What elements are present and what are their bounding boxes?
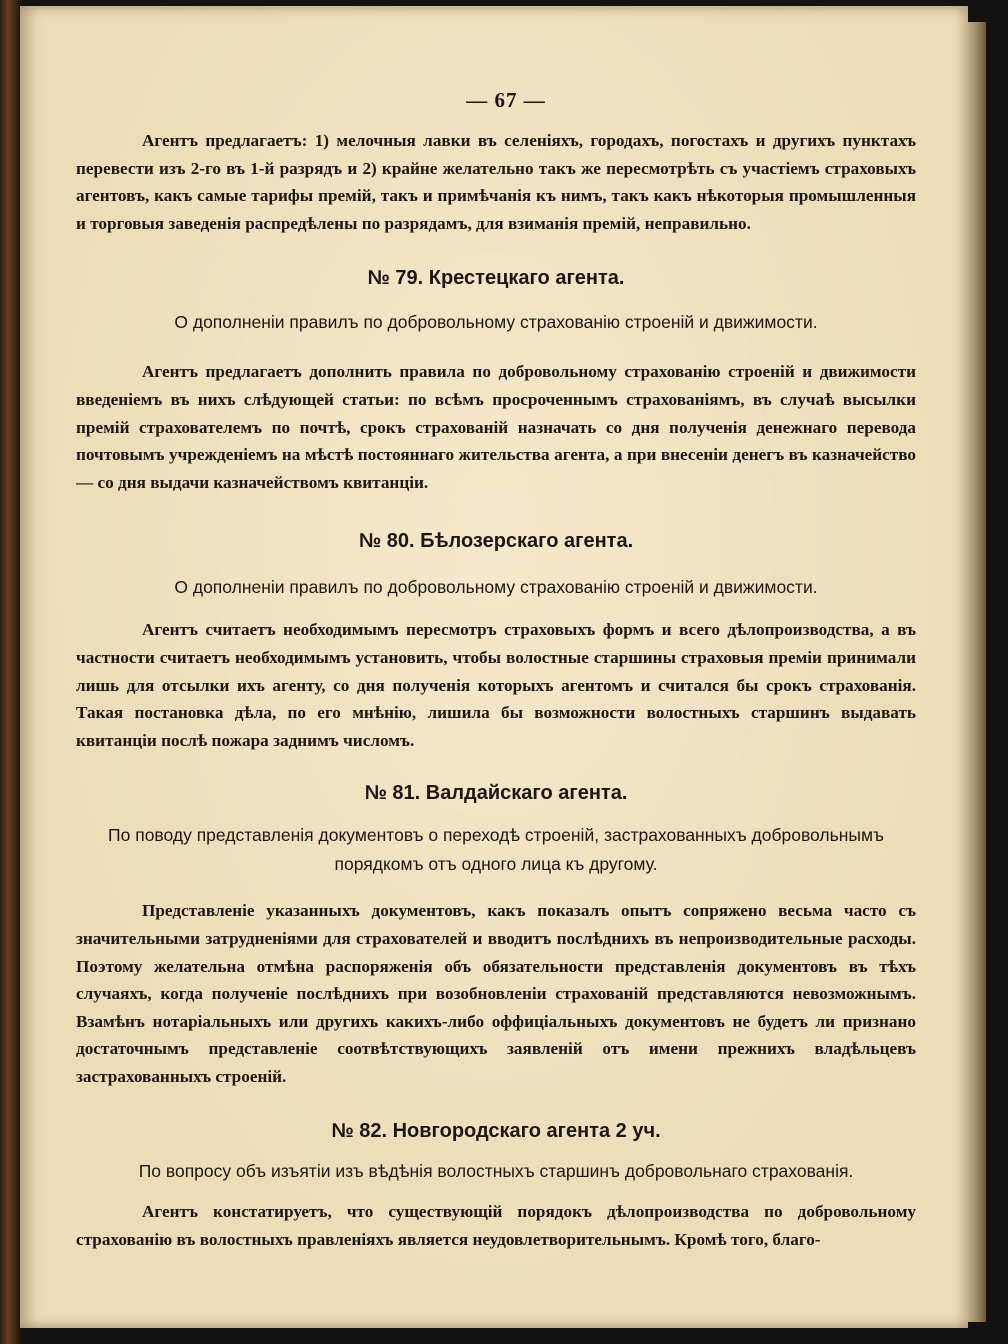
section-subject-81: По поводу представленія документовъ о переходѣ строеній, застрахованныхъ добровольнымъ порядкомъ отъ одного лица къ другому. [108,825,884,875]
page-stack-edge [966,22,986,1322]
section-paragraph-82: Агентъ констатируетъ, что существующій порядокъ дѣлопроизводства по добровольному страхованію въ волостныхъ правленіяхъ является неудовлетворительнымъ. Кромѣ того, благо- [76,1202,916,1250]
section-subject-82: По вопросу объ изъятіи изъ вѣдѣнія волостныхъ старшинъ добровольнаго страхованія. [138,1161,854,1182]
section-heading-82: № 82. Новгородскаго агента 2 уч. [331,1120,661,1143]
section-subject-80: О дополненіи правилъ по добровольному страхованію строеній и движимости. [174,577,818,598]
section-heading-79: № 79. Крестецкаго агента. [367,267,625,290]
section-heading-81: № 81. Валдайскаго агента. [364,782,628,805]
book-spine-edge [0,0,22,1344]
section-subject-79: О дополненіи правилъ по добровольному страхованію строеній и движимости. [174,312,818,333]
page-content [76,88,916,1254]
section-heading-80: № 80. Бѣлозерскаго агента. [358,530,634,553]
paragraph-intro: Агентъ предлагаетъ: 1) мелочныя лавки въ селеніяхъ, городахъ, погостахъ и другихъ пунктахъ перевести изъ 2-го въ 1-й разрядъ и 2) крайне желательно такъ же пересмотрѣть съ участіемъ страховыхъ агентовъ, какъ самые тарифы премій, такъ и примѣчанія къ нимъ, такъ какъ нѣкоторыя промышленныя и торговыя заведенія распредѣлены по разрядамъ, для взиманія премій, неправильно. [76,131,916,233]
section-paragraph-81: Представленіе указанныхъ документовъ, какъ показалъ опытъ сопряжено весьма часто съ значительными затрудненіями для страхователей и вводитъ послѣднихъ въ непроизводительные расходы. Поэтому желательна отмѣна распоряженія объ обязательности представленія документовъ въ тѣхъ случаяхъ, когда полученіе послѣднихъ при возобновленіи страхованій представляются невозможнымъ. Взамѣнъ нотаріальныхъ или другихъ какихъ-либо оффиціальныхъ документовъ не будетъ ли признано достаточнымъ представленіе соотвѣтствующихъ заявленій отъ имени прежнихъ владѣльцевъ застрахованныхъ строеній. [76,901,916,1086]
page-number: — 67 — [466,88,546,112]
section-paragraph-79: Агентъ предлагаетъ дополнить правила по добровольному страхованію строеній и движимости введеніемъ въ нихъ слѣдующей статьи: по всѣмъ просроченнымъ страхованіямъ, въ случаѣ высылки премій страхователемъ по почтѣ, срокъ страхованій назначать со дня полученія денежнаго перевода почтовымъ учрежденіемъ на мѣстѣ постояннаго жительства агента, а при внесеніи денегъ въ казначейство — со дня выдачи казначействомъ квитанціи. [76,362,916,492]
document-page [20,6,968,1328]
section-paragraph-80: Агентъ считаетъ необходимымъ пересмотръ страховыхъ формъ и всего дѣлопроизводства, а въ частности считаетъ необходимымъ установить, чтобы волостные старшины страховыя преміи принимали лишь для отсылки ихъ агенту, со дня полученія которыхъ агентомъ и считался бы срокъ страхованія. Такая постановка дѣла, по его мнѣнію, лишила бы возможности волостныхъ старшинъ выдавать квитанціи послѣ пожара заднимъ числомъ. [76,620,916,750]
